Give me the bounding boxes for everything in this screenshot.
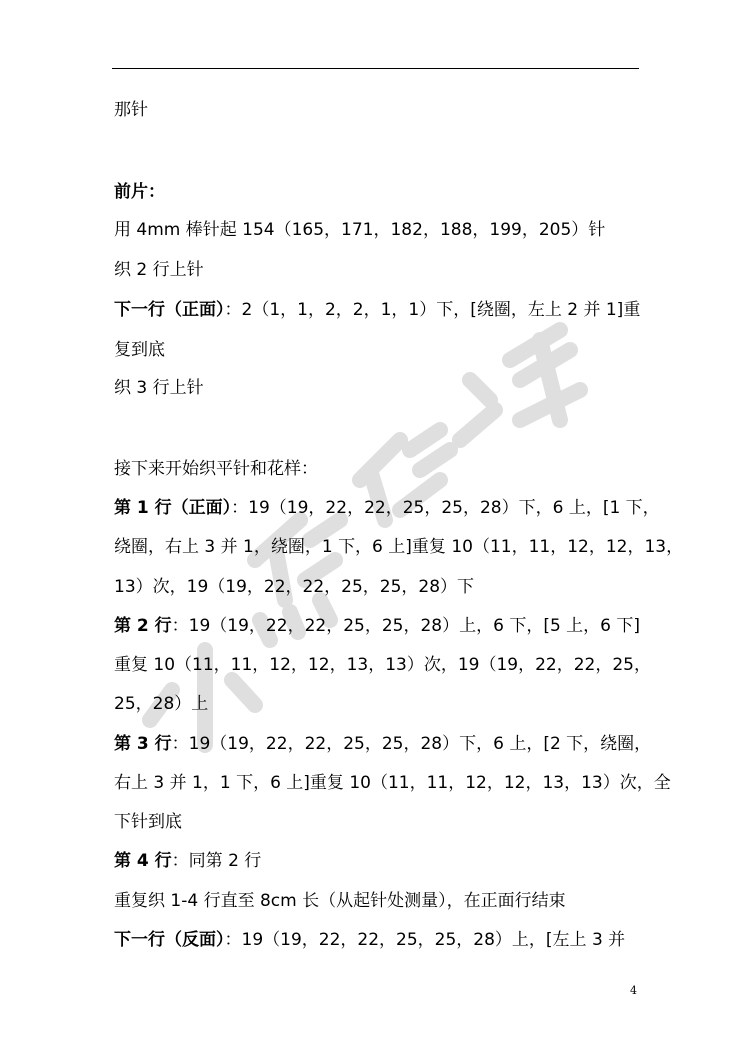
row-label: 第 4 行 <box>114 851 172 871</box>
row-label: 下一行（正面） <box>114 300 225 320</box>
text-line: 下针到底 <box>114 812 182 832</box>
row-instruction <box>114 496 660 520</box>
row-label: 下一行（反面） <box>114 930 225 950</box>
row-text: ：19（19，22，22，25，25，28）上，6 下，[5 上，6 下] <box>171 616 641 636</box>
row-instruction <box>114 732 652 756</box>
page-number: 4 <box>630 984 637 997</box>
row-instruction <box>114 614 644 638</box>
row-label: 第 3 行 <box>114 734 172 754</box>
text-line: 重复织 1-4 行直至 8cm 长（从起针处测量），在正面行结束 <box>114 891 566 911</box>
row-instruction <box>114 928 644 952</box>
text-line: 重复 10（11，11，12，12，13，13）次，19（19，22，22，25， <box>114 655 651 675</box>
section-heading: 前片： <box>114 182 165 202</box>
row-instruction <box>114 298 644 322</box>
text-line: 绕圈，右上 3 并 1，绕圈，1 下，6 上]重复 10（11，11，12，12，13， <box>114 537 684 557</box>
row-text: ：2（1，1，2，2，1，1）下，[绕圈，左上 2 并 1]重 <box>224 300 641 320</box>
row-instruction <box>114 849 644 873</box>
row-text: ：同第 2 行 <box>171 851 262 871</box>
row-label: 第 2 行 <box>114 616 172 636</box>
row-label: 第 1 行（正面） <box>114 498 232 518</box>
text-line: 织 2 行上针 <box>114 260 204 280</box>
text-line: 13）次，19（19，22，22，25，25，28）下 <box>114 577 475 597</box>
header-rule <box>112 68 639 69</box>
text-line: 复到底 <box>114 340 165 360</box>
row-text: ：19（19，22，22，25，25，28）上，[左上 3 并 <box>224 930 626 950</box>
text-line: 25，28）上 <box>114 694 209 714</box>
text-line: 用 4mm 棒针起 154（165，171，182，188，199，205）针 <box>114 220 606 240</box>
text-line: 接下来开始织平针和花样： <box>114 459 318 479</box>
text-line: 右上 3 并 1，1 下，6 上]重复 10（11，11，12，12，13，13）次，全 <box>114 773 671 793</box>
row-text: ：19（19，22，22，25，25，28）下，6 上，[1 下， <box>231 498 660 518</box>
row-text: ：19（19，22，22，25，25，28）下，6 上，[2 下，绕圈， <box>171 734 652 754</box>
text-line: 织 3 行上针 <box>114 378 204 398</box>
text-line: 那针 <box>114 100 148 120</box>
